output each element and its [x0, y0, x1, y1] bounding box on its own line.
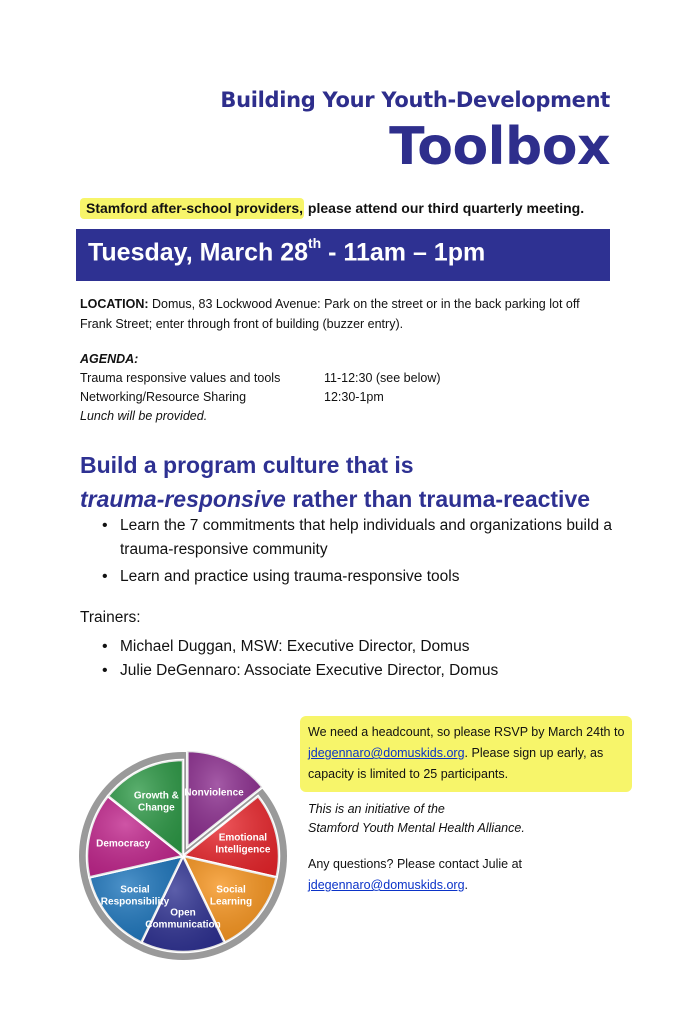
- agenda-block: [80, 350, 610, 426]
- commitments-pie-diagram: [72, 708, 294, 968]
- headline-line1: Build a program culture that is: [80, 452, 414, 478]
- agenda-row: [80, 388, 610, 407]
- agenda-row: [80, 369, 610, 388]
- invite-line: [80, 200, 584, 216]
- contact-text: Any questions? Please contact Julie at: [308, 857, 523, 871]
- pie-slice-label: Open Communication: [145, 907, 221, 931]
- initiative-note: [308, 800, 638, 838]
- invite-text: please attend our third quarterly meeting.: [304, 200, 585, 216]
- pie-slice-label: Nonviolence: [184, 787, 244, 799]
- date-day: Tuesday, March 28: [88, 238, 308, 267]
- pie-slice-label: Social Responsibility: [100, 884, 170, 908]
- contact-block: [308, 854, 638, 896]
- contact-email-link[interactable]: jdegennaro@domuskids.org: [308, 878, 465, 892]
- agenda-heading: AGENDA:: [80, 352, 139, 366]
- date-banner: [76, 229, 610, 281]
- agenda-topic: Trauma responsive values and tools: [80, 371, 281, 385]
- rsvp-text: We need a headcount, so please RSVP by March 24th to: [308, 725, 625, 739]
- rsvp-box: [300, 716, 632, 792]
- list-item: • Michael Duggan, MSW: Executive Director, Domus: [80, 635, 630, 659]
- location-label: LOCATION:: [80, 297, 149, 311]
- flyer-title: Toolbox: [389, 117, 610, 177]
- rsvp-text-end: . Please sign up early, as capacity is limited to 25 participants.: [308, 746, 604, 781]
- list-item: • Learn the 7 commitments that help individuals and organizations build a trauma-responsive community: [80, 514, 630, 562]
- initiative-line2: Stamford Youth Mental Health Alliance.: [308, 821, 525, 835]
- pie-slice-label: Emotional Intelligence: [215, 832, 271, 856]
- invite-highlight: Stamford after-school providers,: [80, 198, 304, 219]
- list-item: • Julie DeGennaro: Associate Executive Director, Domus: [80, 659, 630, 683]
- agenda-time: 12:30-1pm: [324, 390, 384, 404]
- location-block: [80, 294, 610, 334]
- headline-emphasis: trauma-responsive: [80, 486, 286, 512]
- initiative-line1: This is an initiative of the: [308, 802, 445, 816]
- rsvp-email-link[interactable]: jdegennaro@domuskids.org: [308, 746, 465, 760]
- agenda-topic: Networking/Resource Sharing: [80, 390, 247, 404]
- agenda-lunch: Lunch will be provided.: [80, 409, 208, 423]
- trainers-heading: Trainers:: [80, 609, 141, 626]
- agenda-time: 11-12:30 (see below): [324, 371, 441, 385]
- date-ordinal: th: [308, 235, 322, 251]
- list-item: • Learn and practice using trauma-responsive tools: [80, 565, 630, 589]
- headline-line2: rather than trauma-reactive: [285, 486, 591, 512]
- learning-goals: [80, 514, 630, 592]
- contact-end: .: [464, 878, 469, 892]
- trainers-list: [80, 635, 630, 683]
- pie-slice-label: Democracy: [96, 838, 151, 850]
- pie-slice-label: Growth & Change: [133, 790, 179, 814]
- date-time: - 11am – 1pm: [321, 238, 486, 267]
- flyer-subtitle: Building Your Youth-Development: [220, 88, 610, 112]
- location-text: Domus, 83 Lockwood Avenue: Park on the street or in the back parking lot off Frank Street; enter through front of building (buzzer entry).: [80, 297, 580, 331]
- culture-headline: [80, 448, 640, 516]
- pie-slice-label: Social Learning: [209, 884, 253, 908]
